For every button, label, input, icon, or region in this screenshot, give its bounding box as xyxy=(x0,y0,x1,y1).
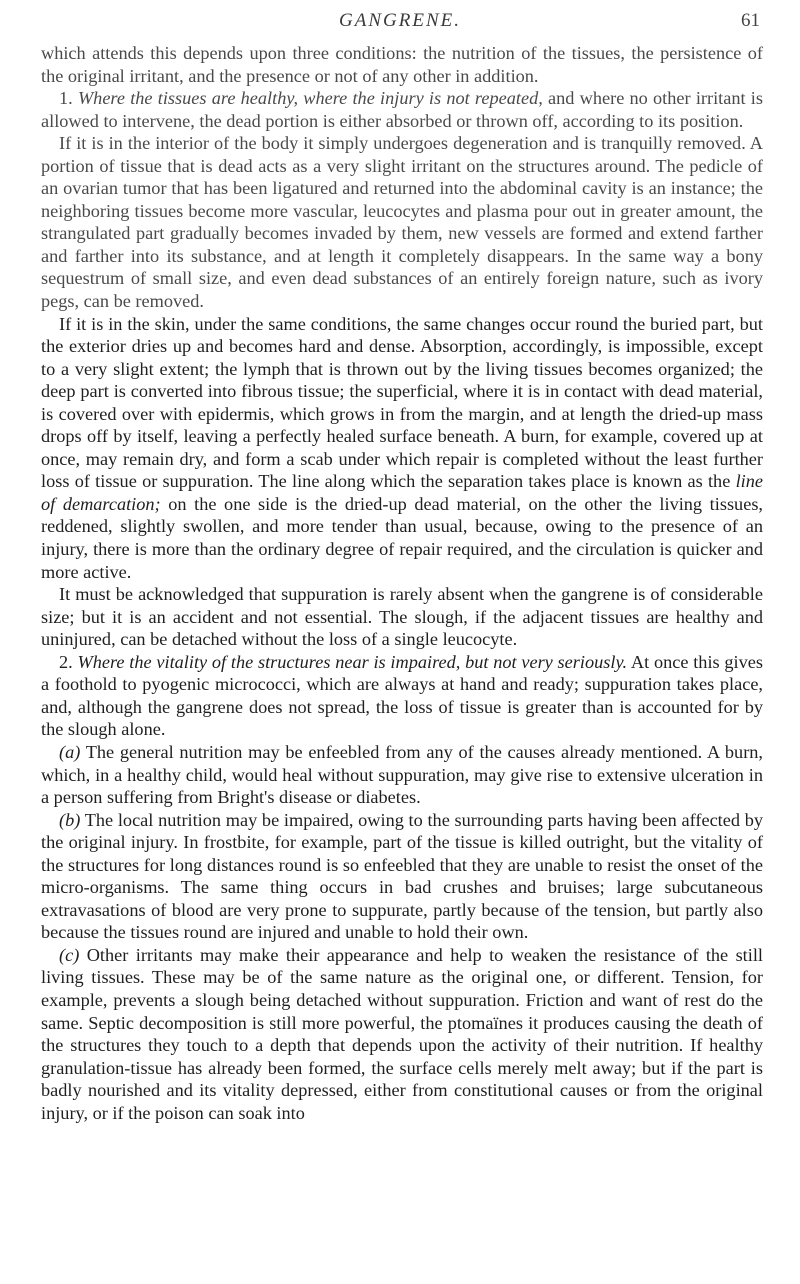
running-head: GANGRENE. xyxy=(339,10,461,31)
paragraph-text: The local nutrition may be impaired, owing to the surrounding parts having been affected by the original injury. In frostbite, for example, part of the tissue is killed outright, but the vitality of the structures for long distances round is so enfeebled that they are unable to resist the onset of the micro-organisms. The same thing occurs in bad crushes and bruises; large subcutaneous extravasations of blood are very prone to suppurate, partly because of the tension, but partly also because the tissues round are injured and unable to hold their own. xyxy=(41,809,764,943)
paragraph-text: Other irritants may make their appearance and help to weaken the resistance of the still living tissues. These may be of the same nature as the original one, or different. Tension, for example, prevents a slough being detached without suppuration. Friction and want of rest do the same. Septic decomposition is still more powerful, the ptomaïnes it produces causing the death of the structures they touch to a depth that depends upon the activity of their nutrition. If healthy granulation-tissue has already been formed, the surface cells merely melt away; but if the part is badly nourished and its vitality depressed, either from constitutional causes or from the original injury, or if the poison can soak into xyxy=(41,944,763,1123)
subparagraph-label: (c) xyxy=(59,944,80,965)
paragraph-text: At once this gives a foothold to pyogenic micrococci, which are always at hand and ready; suppuration takes place, and, although the gangrene does not spread, the loss of tissue is greater than is accounted for by the slough alone. xyxy=(41,651,763,740)
paragraph-text: The general nutrition may be enfeebled from any of the causes already mentioned. A burn, which, in a healthy child, would heal without suppuration, may give rise to extensive ulceration in a person suffering from Bright's disease or diabetes. xyxy=(41,741,763,808)
paragraph xyxy=(41,313,763,584)
paragraph-text-after: on the one side is the dried-up dead material, on the other the living tissues, reddened, slightly swollen, and more tender than usual, because, owing to the presence of an injury, there is more than the ordinary degree of repair required, and the circulation is quicker and more active. xyxy=(41,493,763,582)
subparagraph-a xyxy=(41,741,763,809)
subparagraph-b xyxy=(41,809,763,944)
body-text xyxy=(41,42,763,1124)
paragraph-text: and where no other irritant is allowed to intervene, the dead portion is either absorbed or thrown off, according to its position. xyxy=(41,88,763,131)
paragraph-text: It must be acknowledged that suppuration is rarely absent when the gangrene is of considerable size; but it is an accident and not essential. The slough, if the adjacent tissues are healthy and uninjured, can be detached without the loss of a single leucocyte. xyxy=(41,584,763,650)
paragraph-heading: Where the vitality of the structures near is impaired, but not very seriously. xyxy=(77,651,628,672)
page-number: 61 xyxy=(741,10,760,31)
numbered-paragraph-2 xyxy=(41,651,763,741)
paragraph-heading: Where the tissues are healthy, where the injury is not repeated, xyxy=(77,88,543,109)
paragraph xyxy=(41,132,763,312)
numbered-paragraph-1 xyxy=(41,87,763,132)
term-line-of-demarcation: line of demarcation; xyxy=(41,471,763,514)
subparagraph-c xyxy=(41,944,763,1124)
paragraph-number: 1. xyxy=(59,88,73,109)
paragraph xyxy=(41,583,763,651)
paragraph-number: 2. xyxy=(59,651,73,672)
paragraph-text: which attends this depends upon three conditions: the nutrition of the tissues, the persistence of the original irritant, and the presence or not of any other in addition. xyxy=(41,43,763,86)
page-header xyxy=(0,4,800,38)
paragraph-text: If it is in the skin, under the same conditions, the same changes occur round the buried part, but the exterior dries up and becomes hard and dense. Absorption, accordingly, is impossible, except to a very slight extent; the lymph that is thrown out by the living tissues becomes organized; the deep part is converted into fibrous tissue; the superficial, where it is in contact with dead material, is covered over with epidermis, which grows in from the margin, and at length the dried-up mass drops off by itself, leaving a perfectly healed surface beneath. A burn, for example, covered up at once, may remain dry, and form a scab under which repair is completed without the least further loss of tissue or suppuration. The line along which the separation takes place is known as the xyxy=(41,313,763,492)
paragraph-text: If it is in the interior of the body it simply undergoes degeneration and is tranquilly removed. A portion of tissue that is dead acts as a very slight irritant on the structures around. The pedicle of an ovarian tumor that has been ligatured and returned into the abdominal cavity is an instance; the neighboring tissues become more vascular, leucocytes and plasma pour out in greater amount, the strangulated part gradually becomes invaded by them, new vessels are formed and extend farther and farther into its substance, and at length it completely disappears. In the same way a bony sequestrum of small size, and even dead substances of an entirely foreign nature, such as ivory pegs, can be removed. xyxy=(41,133,763,312)
subparagraph-label: (a) xyxy=(59,741,81,762)
paragraph-continuation xyxy=(41,42,763,87)
subparagraph-label: (b) xyxy=(59,809,81,830)
